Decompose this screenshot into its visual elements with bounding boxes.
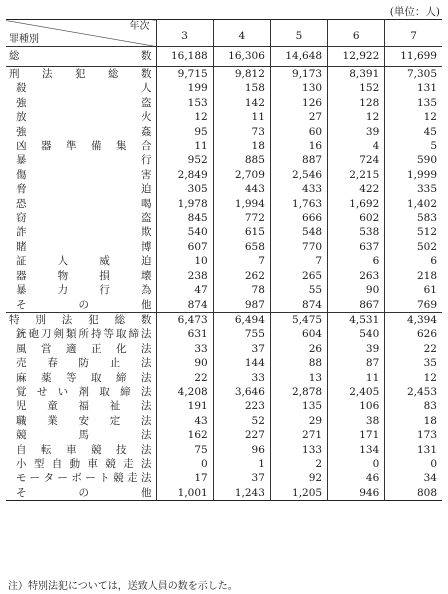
value-cell: 47 [156,283,213,297]
value-cell: 2,546 [270,168,327,182]
penal-row [6,81,442,95]
value-cell: 607 [156,240,213,254]
row-label: 強姦 [16,125,152,138]
value-cell: 45 [385,125,442,139]
statistics-table [6,19,442,501]
year-header-cell: 7 [385,20,442,47]
value-cell: 223 [213,399,270,413]
value-cell: 7 [270,254,327,268]
value-cell: 18 [385,414,442,428]
value-cell: 142 [213,96,270,110]
value-cell: 867 [328,298,385,313]
value-cell: 5,475 [270,312,327,327]
value-cell: 335 [385,182,442,196]
penal-total-row [6,67,442,82]
penal-row [6,197,442,211]
value-cell: 22 [385,342,442,356]
special-row [6,471,442,485]
value-cell: 238 [156,269,213,283]
value-cell: 4,394 [385,312,442,327]
row-label: 風営適正化法 [16,342,152,355]
special-row [6,428,442,442]
value-cell: 1,001 [156,486,213,501]
value-cell: 874 [270,298,327,313]
value-cell: 271 [270,428,327,442]
row-label: 総 数 [6,47,156,67]
row-label: 放火 [16,111,152,124]
value-cell: 46 [328,471,385,485]
value-cell: 658 [213,240,270,254]
value-cell: 9,812 [213,67,270,82]
value-cell: 631 [156,327,213,341]
value-cell: 1,999 [385,168,442,182]
year-header-cell: 6 [328,20,385,47]
row-label: 恐喝 [16,197,152,210]
value-cell: 1,243 [213,486,270,501]
special-row [6,443,442,457]
row-label: 詐欺 [16,226,152,239]
total-row [6,47,442,67]
special-row [6,457,442,471]
value-cell: 12,922 [328,47,385,67]
value-cell: 34 [385,471,442,485]
value-cell: 33 [213,371,270,385]
value-cell: 755 [213,327,270,341]
row-label: 麻薬等取締法 [16,371,152,384]
value-cell: 37 [213,471,270,485]
value-cell: 548 [270,225,327,239]
value-cell: 39 [328,125,385,139]
value-cell: 27 [270,110,327,124]
value-cell: 131 [385,81,442,95]
special-total-row [6,312,442,327]
value-cell: 10 [156,254,213,268]
value-cell: 43 [156,414,213,428]
value-cell: 2,405 [328,385,385,399]
row-label: 職業安定法 [16,414,152,427]
value-cell: 171 [328,428,385,442]
value-cell: 52 [213,414,270,428]
value-cell: 152 [328,81,385,95]
year-header-cell: 5 [270,20,327,47]
row-label: 特別法犯総数 [9,313,152,326]
value-cell: 263 [328,269,385,283]
value-cell: 11,699 [385,47,442,67]
value-cell: 37 [213,342,270,356]
value-cell: 38 [328,414,385,428]
value-cell: 88 [270,356,327,370]
row-label: その他 [6,298,156,313]
value-cell: 17 [156,471,213,485]
penal-row [6,182,442,196]
value-cell: 106 [328,399,385,413]
value-cell: 0 [156,457,213,471]
value-cell: 90 [328,283,385,297]
row-label: 賭博 [16,240,152,253]
value-cell: 952 [156,153,213,167]
value-cell: 885 [213,153,270,167]
value-cell: 87 [328,356,385,370]
value-cell: 262 [213,269,270,283]
value-cell: 770 [270,240,327,254]
penal-row [6,254,442,268]
value-cell: 131 [385,443,442,457]
penal-row [6,153,442,167]
value-cell: 83 [385,399,442,413]
value-cell: 1,763 [270,197,327,211]
value-cell: 92 [270,471,327,485]
row-label: 刑法犯総数 [9,68,152,80]
row-label: 児童福祉法 [16,400,152,413]
value-cell: 16 [270,139,327,153]
row-label: 殺人 [16,82,152,95]
year-axis-label: 年次 [129,21,150,32]
value-cell: 4 [328,139,385,153]
header-row [6,20,442,47]
special-row [6,414,442,428]
row-label: 凶器準備集合 [16,140,152,153]
value-cell: 3,646 [213,385,270,399]
value-cell: 604 [270,327,327,341]
value-cell: 173 [385,428,442,442]
value-cell: 158 [213,81,270,95]
value-cell: 502 [385,240,442,254]
row-label: 暴力行為 [16,284,152,297]
value-cell: 162 [156,428,213,442]
value-cell: 540 [156,225,213,239]
value-cell: 22 [156,371,213,385]
value-cell: 75 [156,443,213,457]
penal-row [6,96,442,110]
value-cell: 265 [270,269,327,283]
value-cell: 2,215 [328,168,385,182]
row-label: 小型自動車競走法 [16,457,152,470]
value-cell: 946 [328,486,385,501]
category-axis-label: 罪種別 [9,34,39,45]
row-label: 暴行 [16,154,152,167]
value-cell: 130 [270,81,327,95]
value-cell: 12 [385,371,442,385]
value-cell: 14,648 [270,47,327,67]
row-label: 売春防止法 [16,357,152,370]
value-cell: 874 [156,298,213,313]
value-cell: 6 [328,254,385,268]
value-cell: 772 [213,211,270,225]
value-cell: 95 [156,125,213,139]
value-cell: 5 [385,139,442,153]
penal-row [6,298,442,313]
value-cell: 540 [328,327,385,341]
value-cell: 191 [156,399,213,413]
value-cell: 1,402 [385,197,442,211]
value-cell: 6 [385,254,442,268]
value-cell: 808 [385,486,442,501]
value-cell: 1 [213,457,270,471]
penal-row [6,240,442,254]
value-cell: 35 [385,356,442,370]
special-row [6,356,442,370]
value-cell: 218 [385,269,442,283]
value-cell: 615 [213,225,270,239]
value-cell: 73 [213,125,270,139]
row-label: 競馬法 [16,429,152,442]
value-cell: 0 [385,457,442,471]
value-cell: 9,715 [156,67,213,82]
value-cell: 2,878 [270,385,327,399]
unit-label: (単位：人) [389,6,440,18]
value-cell: 2,709 [213,168,270,182]
row-label: 強盗 [16,96,152,109]
value-cell: 583 [385,211,442,225]
value-cell: 724 [328,153,385,167]
value-cell: 16,306 [213,47,270,67]
value-cell: 18 [213,139,270,153]
footnote: 注）特別法犯については，送致人員の数を示した。 [8,581,238,592]
value-cell: 55 [270,283,327,297]
row-label: モーターボート競走法 [16,472,152,485]
value-cell: 0 [328,457,385,471]
row-label: 証人威迫 [16,255,152,268]
row-label: 傷害 [16,168,152,181]
value-cell: 144 [213,356,270,370]
value-cell: 422 [328,182,385,196]
value-cell: 512 [385,225,442,239]
value-cell: 12 [328,110,385,124]
penal-row [6,139,442,153]
value-cell: 227 [213,428,270,442]
value-cell: 39 [328,342,385,356]
value-cell: 26 [270,342,327,356]
value-cell: 626 [385,327,442,341]
value-cell: 61 [385,283,442,297]
header-corner-cell [6,20,156,47]
value-cell: 29 [270,414,327,428]
row-label: 脅迫 [16,183,152,196]
penal-row [6,269,442,283]
value-cell: 12 [156,110,213,124]
penal-row [6,110,442,124]
value-cell: 7,305 [385,67,442,82]
value-cell: 134 [328,443,385,457]
year-header-cell: 3 [156,20,213,47]
penal-row [6,211,442,225]
value-cell: 4,208 [156,385,213,399]
value-cell: 769 [385,298,442,313]
penal-row [6,168,442,182]
value-cell: 305 [156,182,213,196]
value-cell: 2,849 [156,168,213,182]
value-cell: 135 [270,399,327,413]
row-label: 自転車競技法 [16,443,152,456]
penal-row [6,125,442,139]
value-cell: 666 [270,211,327,225]
value-cell: 845 [156,211,213,225]
value-cell: 987 [213,298,270,313]
value-cell: 4,531 [328,312,385,327]
value-cell: 1,692 [328,197,385,211]
special-row [6,385,442,399]
value-cell: 153 [156,96,213,110]
value-cell: 7 [213,254,270,268]
value-cell: 199 [156,81,213,95]
value-cell: 9,173 [270,67,327,82]
value-cell: 538 [328,225,385,239]
value-cell: 96 [213,443,270,457]
value-cell: 133 [270,443,327,457]
row-label: 覚せい剤取締法 [16,385,152,398]
value-cell: 135 [385,96,442,110]
value-cell: 433 [270,182,327,196]
value-cell: 6,494 [213,312,270,327]
value-cell: 1,994 [213,197,270,211]
penal-row [6,225,442,239]
special-row [6,327,442,341]
value-cell: 90 [156,356,213,370]
value-cell: 1,978 [156,197,213,211]
value-cell: 11 [328,371,385,385]
value-cell: 60 [270,125,327,139]
value-cell: 6,473 [156,312,213,327]
value-cell: 602 [328,211,385,225]
value-cell: 78 [213,283,270,297]
row-label: 窃盗 [16,212,152,225]
value-cell: 2,453 [385,385,442,399]
value-cell: 13 [270,371,327,385]
penal-row [6,283,442,297]
value-cell: 637 [328,240,385,254]
value-cell: 590 [385,153,442,167]
value-cell: 12 [385,110,442,124]
special-row [6,399,442,413]
special-row [6,371,442,385]
value-cell: 33 [156,342,213,356]
value-cell: 2 [270,457,327,471]
row-label: 銃砲刀剣類所持等取締法 [16,328,152,341]
value-cell: 11 [213,110,270,124]
value-cell: 443 [213,182,270,196]
year-header-cell: 4 [213,20,270,47]
value-cell: 128 [328,96,385,110]
value-cell: 1,205 [270,486,327,501]
special-row [6,486,442,501]
value-cell: 126 [270,96,327,110]
value-cell: 887 [270,153,327,167]
value-cell: 16,188 [156,47,213,67]
row-label: 器物損壊 [16,269,152,282]
value-cell: 8,391 [328,67,385,82]
row-label: その他 [16,486,152,499]
value-cell: 11 [156,139,213,153]
special-row [6,342,442,356]
